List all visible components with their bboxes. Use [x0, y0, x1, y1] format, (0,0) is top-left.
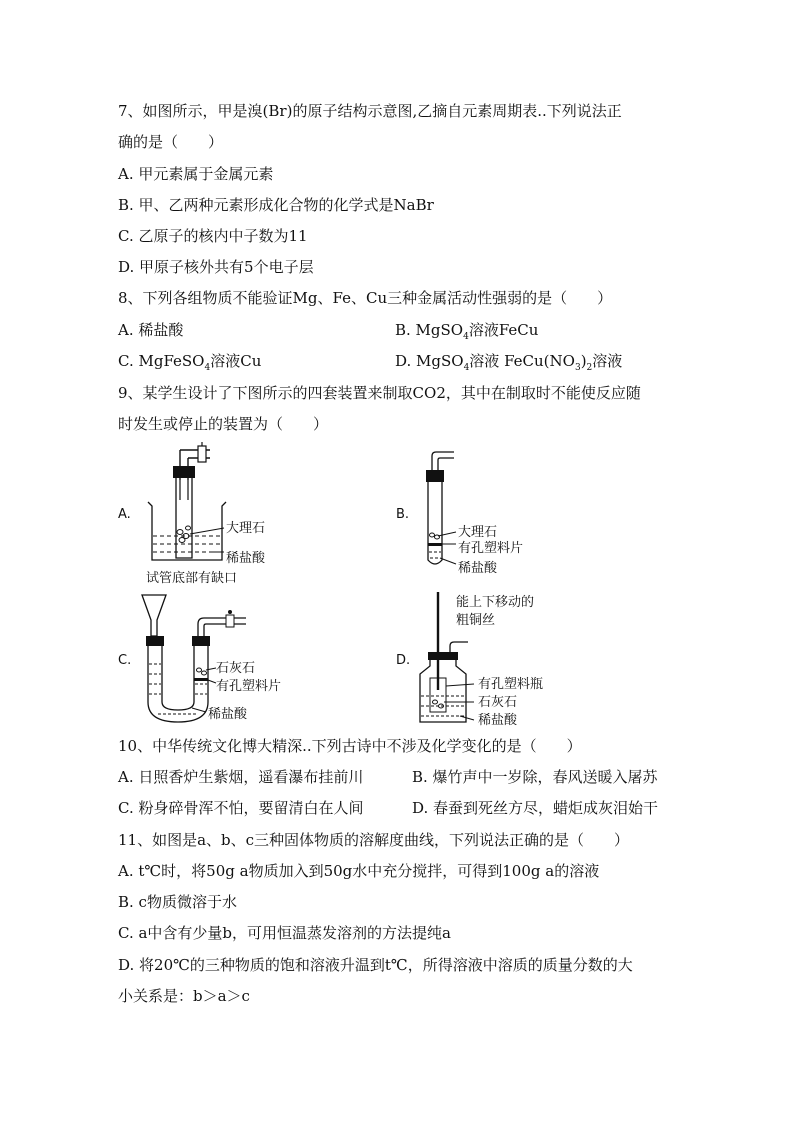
apparatus-d-label-wire1: 能上下移动的 [456, 595, 535, 610]
apparatus-c [118, 595, 281, 722]
q8-d-text-tail: 溶液 [592, 352, 623, 370]
q8-option-c [118, 351, 261, 378]
q9-stem-line1: 9、某学生设计了下图所示的四套装置来制取CO2，其中在制取时不能使反应随 [118, 384, 641, 402]
q8-stem: 8、下列各组物质不能验证Mg、Fe、Cu三种金属活动性强弱的是（ ） [118, 289, 613, 307]
q8-option-a: A. 稀盐酸 [118, 321, 184, 339]
q8-c-text: C. MgFeSO [118, 352, 205, 370]
q8-c-subscript: 4 [204, 363, 211, 373]
apparatus-d-label-acid: 稀盐酸 [478, 713, 518, 728]
q8-d-subscript: 4 [463, 363, 470, 373]
q8-d-subscript3: 2 [586, 363, 593, 373]
q7-option-a: A. 甲元素属于金属元素 [118, 165, 274, 183]
apparatus-d-label-bottle: 有孔塑料瓶 [478, 677, 544, 692]
apparatus-c-label-acid: 稀盐酸 [208, 707, 248, 722]
q10-stem: 10、中华传统文化博大精深..下列古诗中不涉及化学变化的是（ ） [118, 737, 582, 755]
q8-d-subscript2: 3 [574, 363, 581, 373]
q7-option-d: D. 甲原子核外共有5个电子层 [118, 258, 314, 276]
apparatus-c-label-plate: 有孔塑料片 [216, 679, 282, 694]
q11-option-a: A. t℃时，将50g a物质加入到50g水中充分搅拌，可得到100g a的溶液 [118, 862, 600, 880]
q8-d-text-mid: 溶液 FeCu(NO [469, 352, 575, 370]
q8-option-d [395, 351, 622, 378]
q7-option-b: B. 甲、乙两种元素形成化合物的化学式是NaBr [118, 196, 434, 214]
q9-stem-line2: 时发生或停止的装置为（ ） [118, 415, 329, 433]
apparatus-b [396, 452, 523, 576]
q9-apparatus-figure [110, 440, 590, 730]
q11-stem: 11、如图是a、b、c三种固体物质的溶解度曲线，下列说法正确的是（ ） [118, 831, 630, 849]
apparatus-a [118, 442, 266, 586]
apparatus-d-label-wire2: 粗铜丝 [456, 613, 496, 628]
apparatus-a-label-marble: 大理石 [226, 521, 266, 536]
apparatus-c-letter: C. [118, 653, 132, 668]
apparatus-b-label-acid: 稀盐酸 [458, 561, 498, 576]
apparatus-b-label-marble: 大理石 [458, 525, 498, 540]
q8-d-text: D. MgSO [395, 352, 464, 370]
apparatus-b-letter: B. [396, 507, 410, 522]
apparatus-b-label-plate: 有孔塑料片 [458, 541, 524, 556]
q8-d-paren: ) [580, 352, 587, 370]
apparatus-d [396, 592, 543, 728]
q8-b-subscript: 4 [463, 332, 469, 342]
q11-option-b: B. c物质微溶于水 [118, 893, 237, 911]
apparatus-a-letter: A. [118, 507, 131, 522]
q8-option-b [395, 320, 538, 347]
q7-stem-line1: 7、如图所示，甲是溴(Br)的原子结构示意图,乙摘自元素周期表..下列说法正 [118, 102, 622, 120]
apparatus-d-label-limestone: 石灰石 [478, 695, 518, 710]
q11-option-c: C. a中含有少量b，可用恒温蒸发溶剂的方法提纯a [118, 924, 451, 942]
q7-option-c: C. 乙原子的核内中子数为11 [118, 227, 308, 245]
q10-option-b: B. 爆竹声中一岁除，春风送暖入屠苏 [412, 768, 658, 786]
apparatus-a-label-acid: 稀盐酸 [226, 551, 266, 566]
q11-option-d-line1: D. 将20℃的三种物质的饱和溶液升温到t℃，所得溶液中溶质的质量分数的大 [118, 956, 633, 974]
q8-b-text-tail: 溶液FeCu [468, 321, 539, 339]
apparatus-c-label-limestone: 石灰石 [216, 661, 256, 676]
apparatus-d-letter: D. [396, 653, 411, 668]
q7-stem-line2: 确的是（ ） [118, 133, 224, 151]
q10-option-d: D. 春蚕到死丝方尽，蜡炬成灰泪始干 [412, 799, 659, 817]
q10-option-c: C. 粉身碎骨浑不怕，要留清白在人间 [118, 799, 364, 817]
q8-b-text: B. MgSO [395, 321, 464, 339]
apparatus-a-label-tube-gap: 试管底部有缺口 [146, 571, 238, 586]
q11-option-d-line2: 小关系是：b＞a＞c [118, 987, 250, 1005]
q8-c-text-tail: 溶液Cu [210, 352, 262, 370]
q10-option-a: A. 日照香炉生紫烟，遥看瀑布挂前川 [118, 768, 364, 786]
